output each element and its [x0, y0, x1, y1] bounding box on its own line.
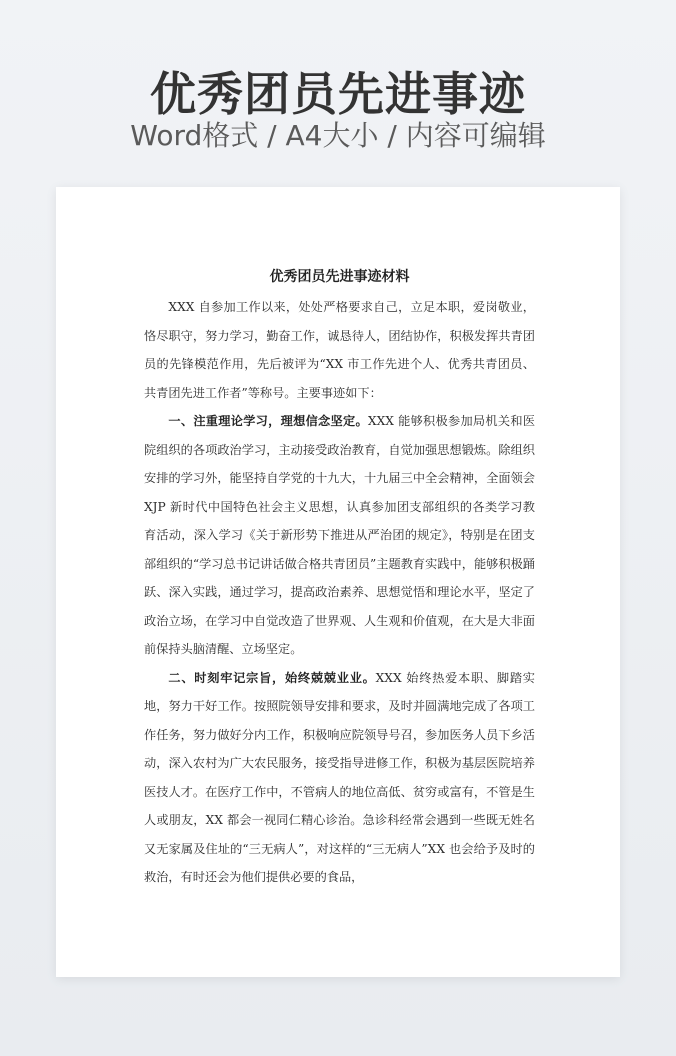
section-heading-2: 二、时刻牢记宗旨，始终兢兢业业。	[168, 670, 376, 685]
section-text-2: XXX 始终热爱本职、脚踏实地，努力干好工作。按照院领导安排和要求，及时并圆满地完成了各项工作任务，努力做好分内工作，积极响应院领导号召，参加医务人员下乡活动，深入农村为广大农民服务，接受指导进修工作，积极为基层医院培养医技人才。在医疗工作中，不管病人的地位高低、贫穷或富有，不管是生人或朋友，XX 都会一视同仁精心诊治。急诊科经常会遇到一些既无姓名又无家属及住址的“三无病人”，对这样的“三无病人”XX 也会给予及时的救治，有时还会为他们提供必要的食品，	[144, 670, 535, 884]
document-page	[56, 187, 620, 977]
document-body	[144, 263, 535, 892]
section-text-1: XXX 能够积极参加局机关和医院组织的各项政治学习，主动接受政治教育，自觉加强思想锻炼。除组织安排的学习外，能坚持自学党的十九大，十九届三中全会精神，全面领会 XJP 新时代中国特色社会主义思想，认真参加团支部组织的各类学习教育活动，深入学习《关于新形势下推进从严治团的规定》，特别是在团支部组织的“学习总书记讲话做合格共青团员”主题教育实践中，能够积极踊跃、深入实践，通过学习，提高政治素养、思想觉悟和理论水平，坚定了政治立场，在学习中自觉改造了世界观、人生观和价值观，在大是大非面前保持头脑清醒、立场坚定。	[144, 414, 536, 656]
banner-subtitle: Word格式 / A4大小 / 内容可编辑	[130, 119, 546, 152]
section-paragraph-1	[144, 407, 535, 664]
document-title: 优秀团员先进事迹材料	[269, 269, 410, 285]
intro-paragraph: XXX 自参加工作以来，处处严格要求自己，立足本职，爱岗敬业，恪尽职守，努力学习，勤奋工作，诚恳待人，团结协作，积极发挥共青团员的先锋模范作用，先后被评为“XX 市工作先进个人、优秀共青团员、共青团先进工作者”等称号。主要事迹如下：	[144, 300, 535, 400]
section-heading-1: 一、注重理论学习，理想信念坚定。	[168, 414, 368, 428]
section-paragraph-2	[144, 664, 535, 892]
banner-title: 优秀团员先进事迹	[150, 67, 526, 121]
